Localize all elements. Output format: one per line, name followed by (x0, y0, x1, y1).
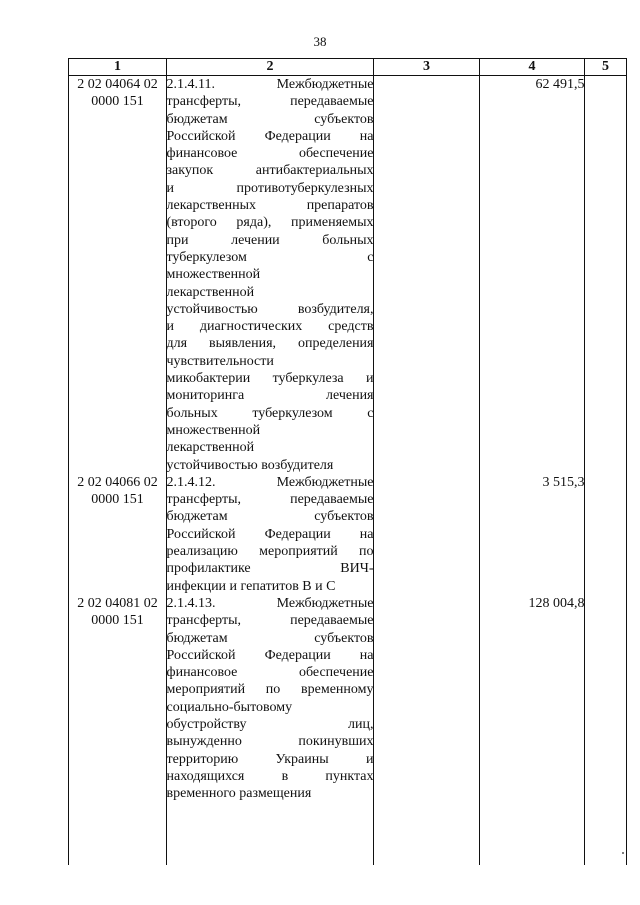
budget-code-line: 0000 151 (91, 492, 144, 508)
column-3-cell (374, 76, 480, 474)
description-line: трансферты, передаваемые (166, 94, 374, 110)
column-divider (68, 75, 69, 865)
description-line: Российской Федерации на (166, 647, 374, 663)
description-line: бюджетам субъектов (166, 509, 374, 525)
amount-cell: 128 004,8 (528, 595, 585, 611)
description-line: для выявления, определения (166, 336, 374, 352)
budget-code-cell (69, 595, 167, 803)
column-5-cell (585, 595, 627, 803)
budget-code-line: 2 02 04066 02 (77, 474, 158, 490)
column-divider (166, 75, 167, 865)
column-divider (373, 75, 374, 865)
description-line: множественной (166, 422, 261, 438)
column-divider (584, 75, 585, 865)
description-cell (167, 595, 374, 803)
description-line: микобактерии туберкулеза и (166, 371, 374, 387)
description-line: Российской Федерации на (166, 526, 374, 542)
header-cell-5: 5 (585, 59, 627, 76)
table-row (69, 595, 627, 803)
description-line: финансовое обеспечение (166, 665, 374, 681)
description-line: (второго ряда), применяемых (166, 215, 374, 231)
description-line: временного размещения (166, 786, 312, 802)
description-line: 2.1.4.13. Межбюджетные (166, 595, 374, 611)
description-line: чувствительности (166, 353, 274, 369)
description-cell (167, 76, 374, 474)
header-row (69, 59, 627, 76)
scan-speck (622, 852, 624, 854)
description-line: туберкулезом с (166, 249, 374, 265)
column-divider (626, 75, 627, 865)
description-line: Российской Федерации на (166, 128, 374, 144)
description-line: обустройству лиц, (166, 716, 374, 732)
budget-code-line: 0000 151 (91, 613, 144, 629)
description-line: и диагностических средств (166, 319, 374, 335)
table-body (69, 76, 627, 803)
description-line: 2.1.4.11. Межбюджетные (166, 77, 374, 92)
column-5-cell (585, 474, 627, 595)
table-row (69, 76, 627, 474)
header-cell-3: 3 (374, 59, 480, 76)
column-3-cell (374, 595, 480, 803)
description-line: множественной (166, 267, 261, 283)
description-line: трансферты, передаваемые (166, 492, 374, 508)
description-line: территорию Украины и (166, 751, 374, 767)
budget-code-line: 2 02 04081 02 (77, 595, 158, 611)
budget-code-line: 2 02 04064 02 (77, 77, 158, 92)
description-cell (167, 474, 374, 595)
page-number: 38 (313, 34, 327, 49)
description-line: мониторинга лечения (166, 388, 374, 404)
amount-cell: 62 491,5 (535, 77, 585, 92)
header-cell-2: 2 (167, 59, 374, 76)
header-cell-4: 4 (480, 59, 585, 76)
column-3-cell (374, 474, 480, 595)
description-line: инфекции и гепатитов B и C (166, 578, 336, 594)
description-line: профилактике ВИЧ- (166, 561, 374, 577)
description-line: бюджетам субъектов (166, 630, 374, 646)
description-line: при лечении больных (166, 232, 374, 248)
column-5-cell (585, 76, 627, 474)
description-line: находящихся в пунктах (166, 768, 374, 784)
description-line: социально-бытовому (166, 699, 293, 715)
description-line: лекарственных препаратов (166, 198, 374, 214)
description-line: устойчивостью возбудителя, (166, 301, 374, 317)
description-line: трансферты, передаваемые (166, 613, 374, 629)
description-line: вынужденно покинувших (166, 734, 374, 750)
description-line: 2.1.4.12. Межбюджетные (166, 474, 374, 490)
description-line: и противотуберкулезных (166, 180, 374, 196)
column-divider (479, 75, 480, 865)
description-line: финансовое обеспечение (166, 146, 374, 162)
description-line: мероприятий по временному (166, 682, 374, 698)
amount-cell: 3 515,3 (542, 474, 585, 490)
description-line: устойчивостью возбудителя (166, 457, 334, 473)
header-cell-1: 1 (69, 59, 167, 76)
description-line: лекарственной (166, 284, 255, 300)
description-line: лекарственной (166, 440, 255, 456)
table-row (69, 474, 627, 595)
description-line: больных туберкулезом с (166, 405, 374, 421)
description-line: реализацию мероприятий по (166, 544, 374, 560)
budget-table (68, 58, 627, 802)
description-line: закупок антибактериальных (166, 163, 374, 179)
budget-code-cell (69, 474, 167, 595)
description-line: бюджетам субъектов (166, 111, 374, 127)
budget-code-cell (69, 76, 167, 474)
budget-code-line: 0000 151 (91, 94, 144, 110)
